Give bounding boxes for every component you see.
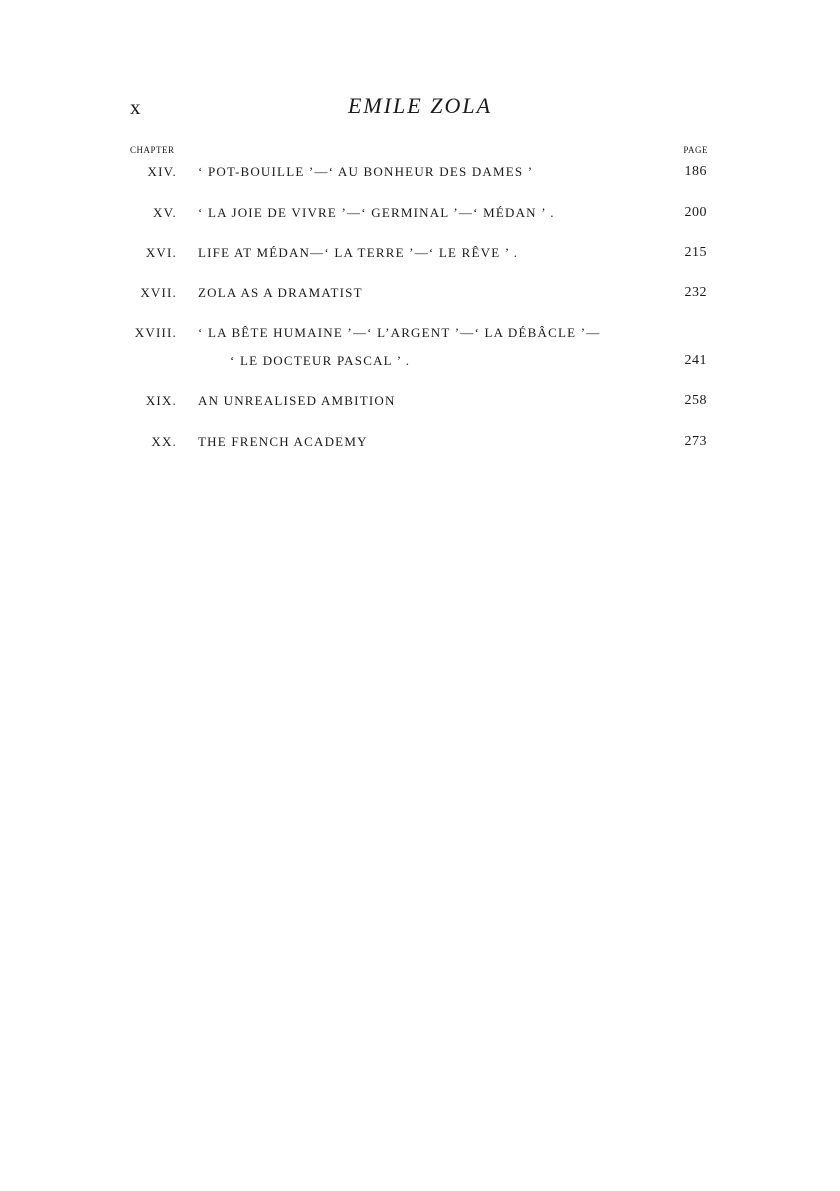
chapter-title: THE FRENCH ACADEMY — [198, 434, 368, 449]
chapter-title: ‘ POT-BOUILLE ’—‘ AU BONHEUR DES DAMES ’ — [198, 164, 534, 179]
chapter-title: AN UNREALISED AMBITION — [198, 393, 396, 408]
page-ref: 273 — [684, 434, 707, 449]
page-ref: 186 — [684, 164, 707, 179]
chapter-title: LIFE AT MÉDAN—‘ LA TERRE ’—‘ LE RÊVE ’ . — [198, 245, 519, 260]
page-ref: 232 — [684, 285, 707, 300]
running-head: EMILE ZOLA — [347, 93, 493, 118]
chapter-title: ‘ LA JOIE DE VIVRE ’—‘ GERMINAL ’—‘ MÉDAN ’ . — [198, 205, 555, 220]
page-number: x — [130, 95, 141, 119]
chapter-number: XX. — [151, 434, 177, 449]
chapter-number: XVII. — [140, 285, 177, 300]
chapter-number: XVIII. — [134, 325, 177, 340]
page-ref: 258 — [684, 393, 707, 408]
chapter-title: ‘ LA BÊTE HUMAINE ’—‘ L’ARGENT ’—‘ LA DÉBÂCLE ’— — [198, 325, 601, 340]
page-ref: 215 — [684, 245, 707, 260]
page-ref: 241 — [684, 353, 707, 368]
chapter-title-continuation: ‘ LE DOCTEUR PASCAL ’ . — [230, 353, 411, 368]
chapter-number: XVI. — [145, 245, 177, 260]
chapter-number: XV. — [153, 205, 177, 220]
chapter-column-label: CHAPTER — [130, 145, 175, 155]
page-ref: 200 — [684, 205, 707, 220]
chapter-title: ZOLA AS A DRAMATIST — [198, 285, 363, 300]
page-column-label: PAGE — [683, 145, 708, 155]
chapter-number: XIX. — [145, 393, 177, 408]
chapter-number: XIV. — [147, 164, 177, 179]
